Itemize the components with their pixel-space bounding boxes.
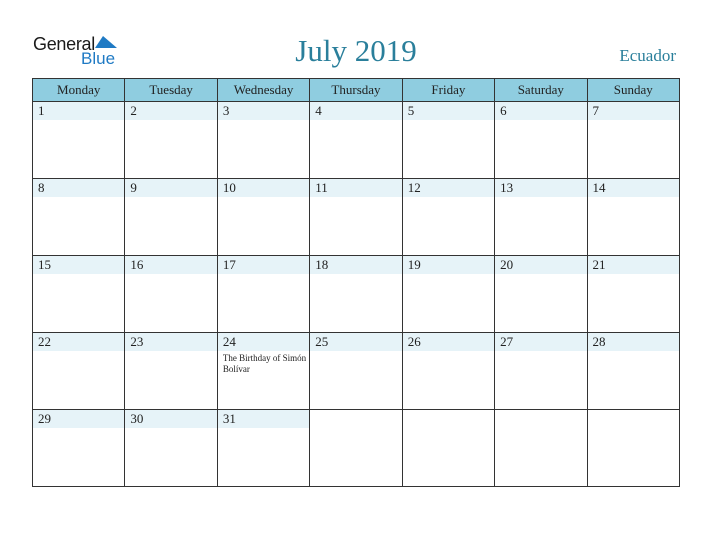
day-number: 13 xyxy=(495,179,586,197)
day-cell xyxy=(33,102,125,179)
day-cell xyxy=(125,179,217,256)
day-cell xyxy=(310,179,402,256)
weekday-header: Monday xyxy=(33,79,125,102)
day-cell xyxy=(402,333,494,410)
day-number: 8 xyxy=(33,179,124,197)
day-cell xyxy=(217,179,309,256)
day-cell xyxy=(310,333,402,410)
day-cell xyxy=(33,179,125,256)
day-cell xyxy=(587,333,679,410)
day-cell xyxy=(125,410,217,487)
day-cell xyxy=(33,256,125,333)
day-cell xyxy=(587,256,679,333)
day-cell xyxy=(310,410,402,487)
day-number: 26 xyxy=(403,333,494,351)
holiday-event: The Birthday of Simón Bolívar xyxy=(222,353,307,374)
day-number: 6 xyxy=(495,102,586,120)
day-cell xyxy=(495,102,587,179)
day-cell xyxy=(125,256,217,333)
day-number: 23 xyxy=(125,333,216,351)
day-number: 15 xyxy=(33,256,124,274)
day-cell xyxy=(125,102,217,179)
day-number: 14 xyxy=(588,179,679,197)
calendar-title: July 2019 xyxy=(295,33,417,68)
weekday-header: Friday xyxy=(402,79,494,102)
weekday-header-row xyxy=(33,79,680,102)
day-number: 2 xyxy=(125,102,216,120)
day-number: 4 xyxy=(310,102,401,120)
day-cell xyxy=(402,102,494,179)
day-cell xyxy=(495,410,587,487)
day-number: 30 xyxy=(125,410,216,428)
weekday-header: Sunday xyxy=(587,79,679,102)
week-row xyxy=(33,410,680,487)
week-row xyxy=(33,179,680,256)
weekday-header: Tuesday xyxy=(125,79,217,102)
day-number: 9 xyxy=(125,179,216,197)
weekday-header: Thursday xyxy=(310,79,402,102)
day-cell xyxy=(495,179,587,256)
day-cell xyxy=(217,333,309,410)
day-cell xyxy=(587,102,679,179)
day-number: 17 xyxy=(218,256,309,274)
day-number: 24 xyxy=(218,333,309,351)
day-number: 1 xyxy=(33,102,124,120)
day-cell xyxy=(402,256,494,333)
day-cell xyxy=(217,102,309,179)
day-cell xyxy=(217,256,309,333)
day-number: 31 xyxy=(218,410,309,428)
day-cell xyxy=(495,256,587,333)
day-number: 10 xyxy=(218,179,309,197)
day-number: 12 xyxy=(403,179,494,197)
week-row xyxy=(33,333,680,410)
day-number: 16 xyxy=(125,256,216,274)
day-cell xyxy=(587,179,679,256)
day-number: 20 xyxy=(495,256,586,274)
day-number: 22 xyxy=(33,333,124,351)
day-cell xyxy=(495,333,587,410)
day-cell xyxy=(33,410,125,487)
logo-word-general: General xyxy=(33,34,95,54)
day-number: 5 xyxy=(403,102,494,120)
country-label: Ecuador xyxy=(619,46,676,65)
week-row xyxy=(33,102,680,179)
day-cell xyxy=(310,256,402,333)
day-number: 27 xyxy=(495,333,586,351)
day-cell xyxy=(217,410,309,487)
day-cell xyxy=(125,333,217,410)
day-number: 11 xyxy=(310,179,401,197)
day-number: 7 xyxy=(588,102,679,120)
weekday-header: Saturday xyxy=(495,79,587,102)
day-number: 3 xyxy=(218,102,309,120)
day-cell xyxy=(33,333,125,410)
day-cell xyxy=(310,102,402,179)
day-number: 18 xyxy=(310,256,401,274)
day-number: 29 xyxy=(33,410,124,428)
calendar-grid xyxy=(32,78,680,487)
week-row xyxy=(33,256,680,333)
day-cell xyxy=(587,410,679,487)
day-number: 19 xyxy=(403,256,494,274)
day-cell xyxy=(402,179,494,256)
day-number: 25 xyxy=(310,333,401,351)
weekday-header: Wednesday xyxy=(217,79,309,102)
logo-word-blue: Blue xyxy=(81,49,116,68)
day-number: 28 xyxy=(588,333,679,351)
day-number: 21 xyxy=(588,256,679,274)
day-cell xyxy=(402,410,494,487)
